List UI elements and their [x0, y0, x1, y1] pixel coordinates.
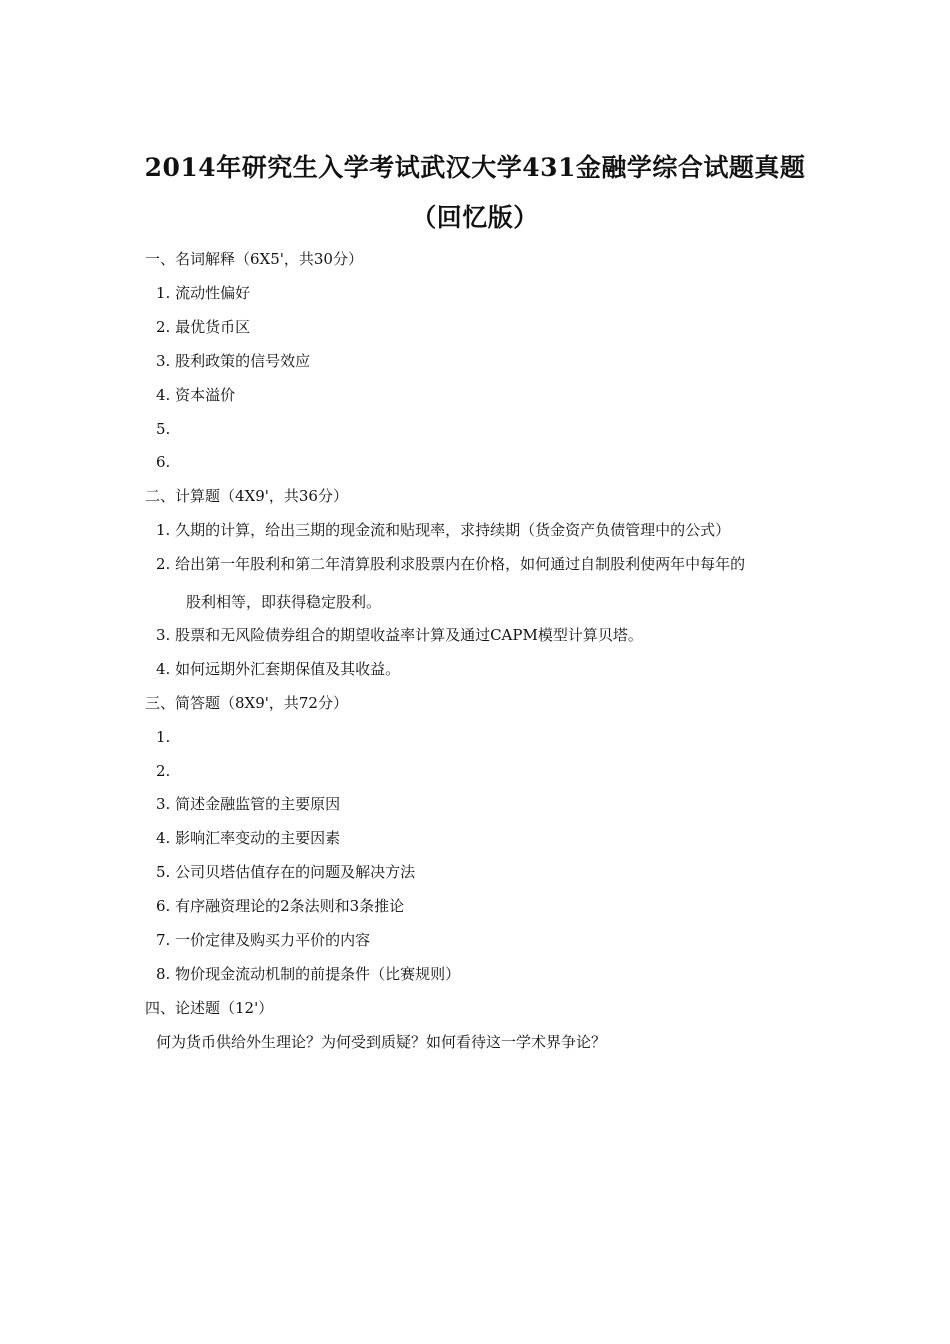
- list-item: 3. 股票和无风险债券组合的期望收益率计算及通过CAPM模型计算贝塔。: [156, 626, 643, 644]
- list-item: 5.: [156, 420, 171, 438]
- list-item: 5. 公司贝塔估值存在的问题及解决方法: [156, 863, 416, 881]
- list-item: 7. 一价定律及购买力平价的内容: [156, 931, 371, 949]
- list-item: 3. 股利政策的信号效应: [156, 352, 311, 370]
- list-item: 1. 流动性偏好: [156, 284, 251, 302]
- list-item: 1.: [156, 728, 171, 746]
- list-item: 6. 有序融资理论的2条法则和3条推论: [156, 897, 405, 915]
- list-item: 2. 最优货币区: [156, 318, 251, 336]
- page-subtitle: （回忆版）: [411, 203, 539, 232]
- list-item: 4. 资本溢价: [156, 386, 236, 404]
- list-item: 6.: [156, 453, 171, 471]
- list-item: 2.: [156, 762, 171, 780]
- list-item: 1. 久期的计算，给出三期的现金流和贴现率，求持续期（货金资产负债管理中的公式）: [156, 521, 731, 539]
- essay-question: 何为货币供给外生理论？为何受到质疑？如何看待这一学术界争论？: [156, 1033, 607, 1051]
- section-heading-calculation: 二、计算题（4X9'，共36分）: [145, 487, 348, 505]
- list-item: 2. 给出第一年股利和第二年清算股利求股票内在价格，如何通过自制股利使两年中每年的: [156, 555, 746, 573]
- list-item: 4. 影响汇率变动的主要因素: [156, 829, 341, 847]
- page-title: 2014年研究生入学考试武汉大学431金融学综合试题真题: [144, 153, 806, 182]
- list-item: 8. 物价现金流动机制的前提条件（比赛规则）: [156, 965, 461, 983]
- list-item-continuation: 股利相等，即获得稳定股利。: [186, 593, 382, 611]
- list-item: 3. 简述金融监管的主要原因: [156, 795, 341, 813]
- list-item: 4. 如何远期外汇套期保值及其收益。: [156, 660, 401, 678]
- section-heading-terms: 一、名词解释（6X5'，共30分）: [145, 250, 363, 268]
- section-heading-essay: 四、论述题（12'）: [145, 999, 274, 1017]
- section-heading-short-answer: 三、简答题（8X9'，共72分）: [145, 694, 348, 712]
